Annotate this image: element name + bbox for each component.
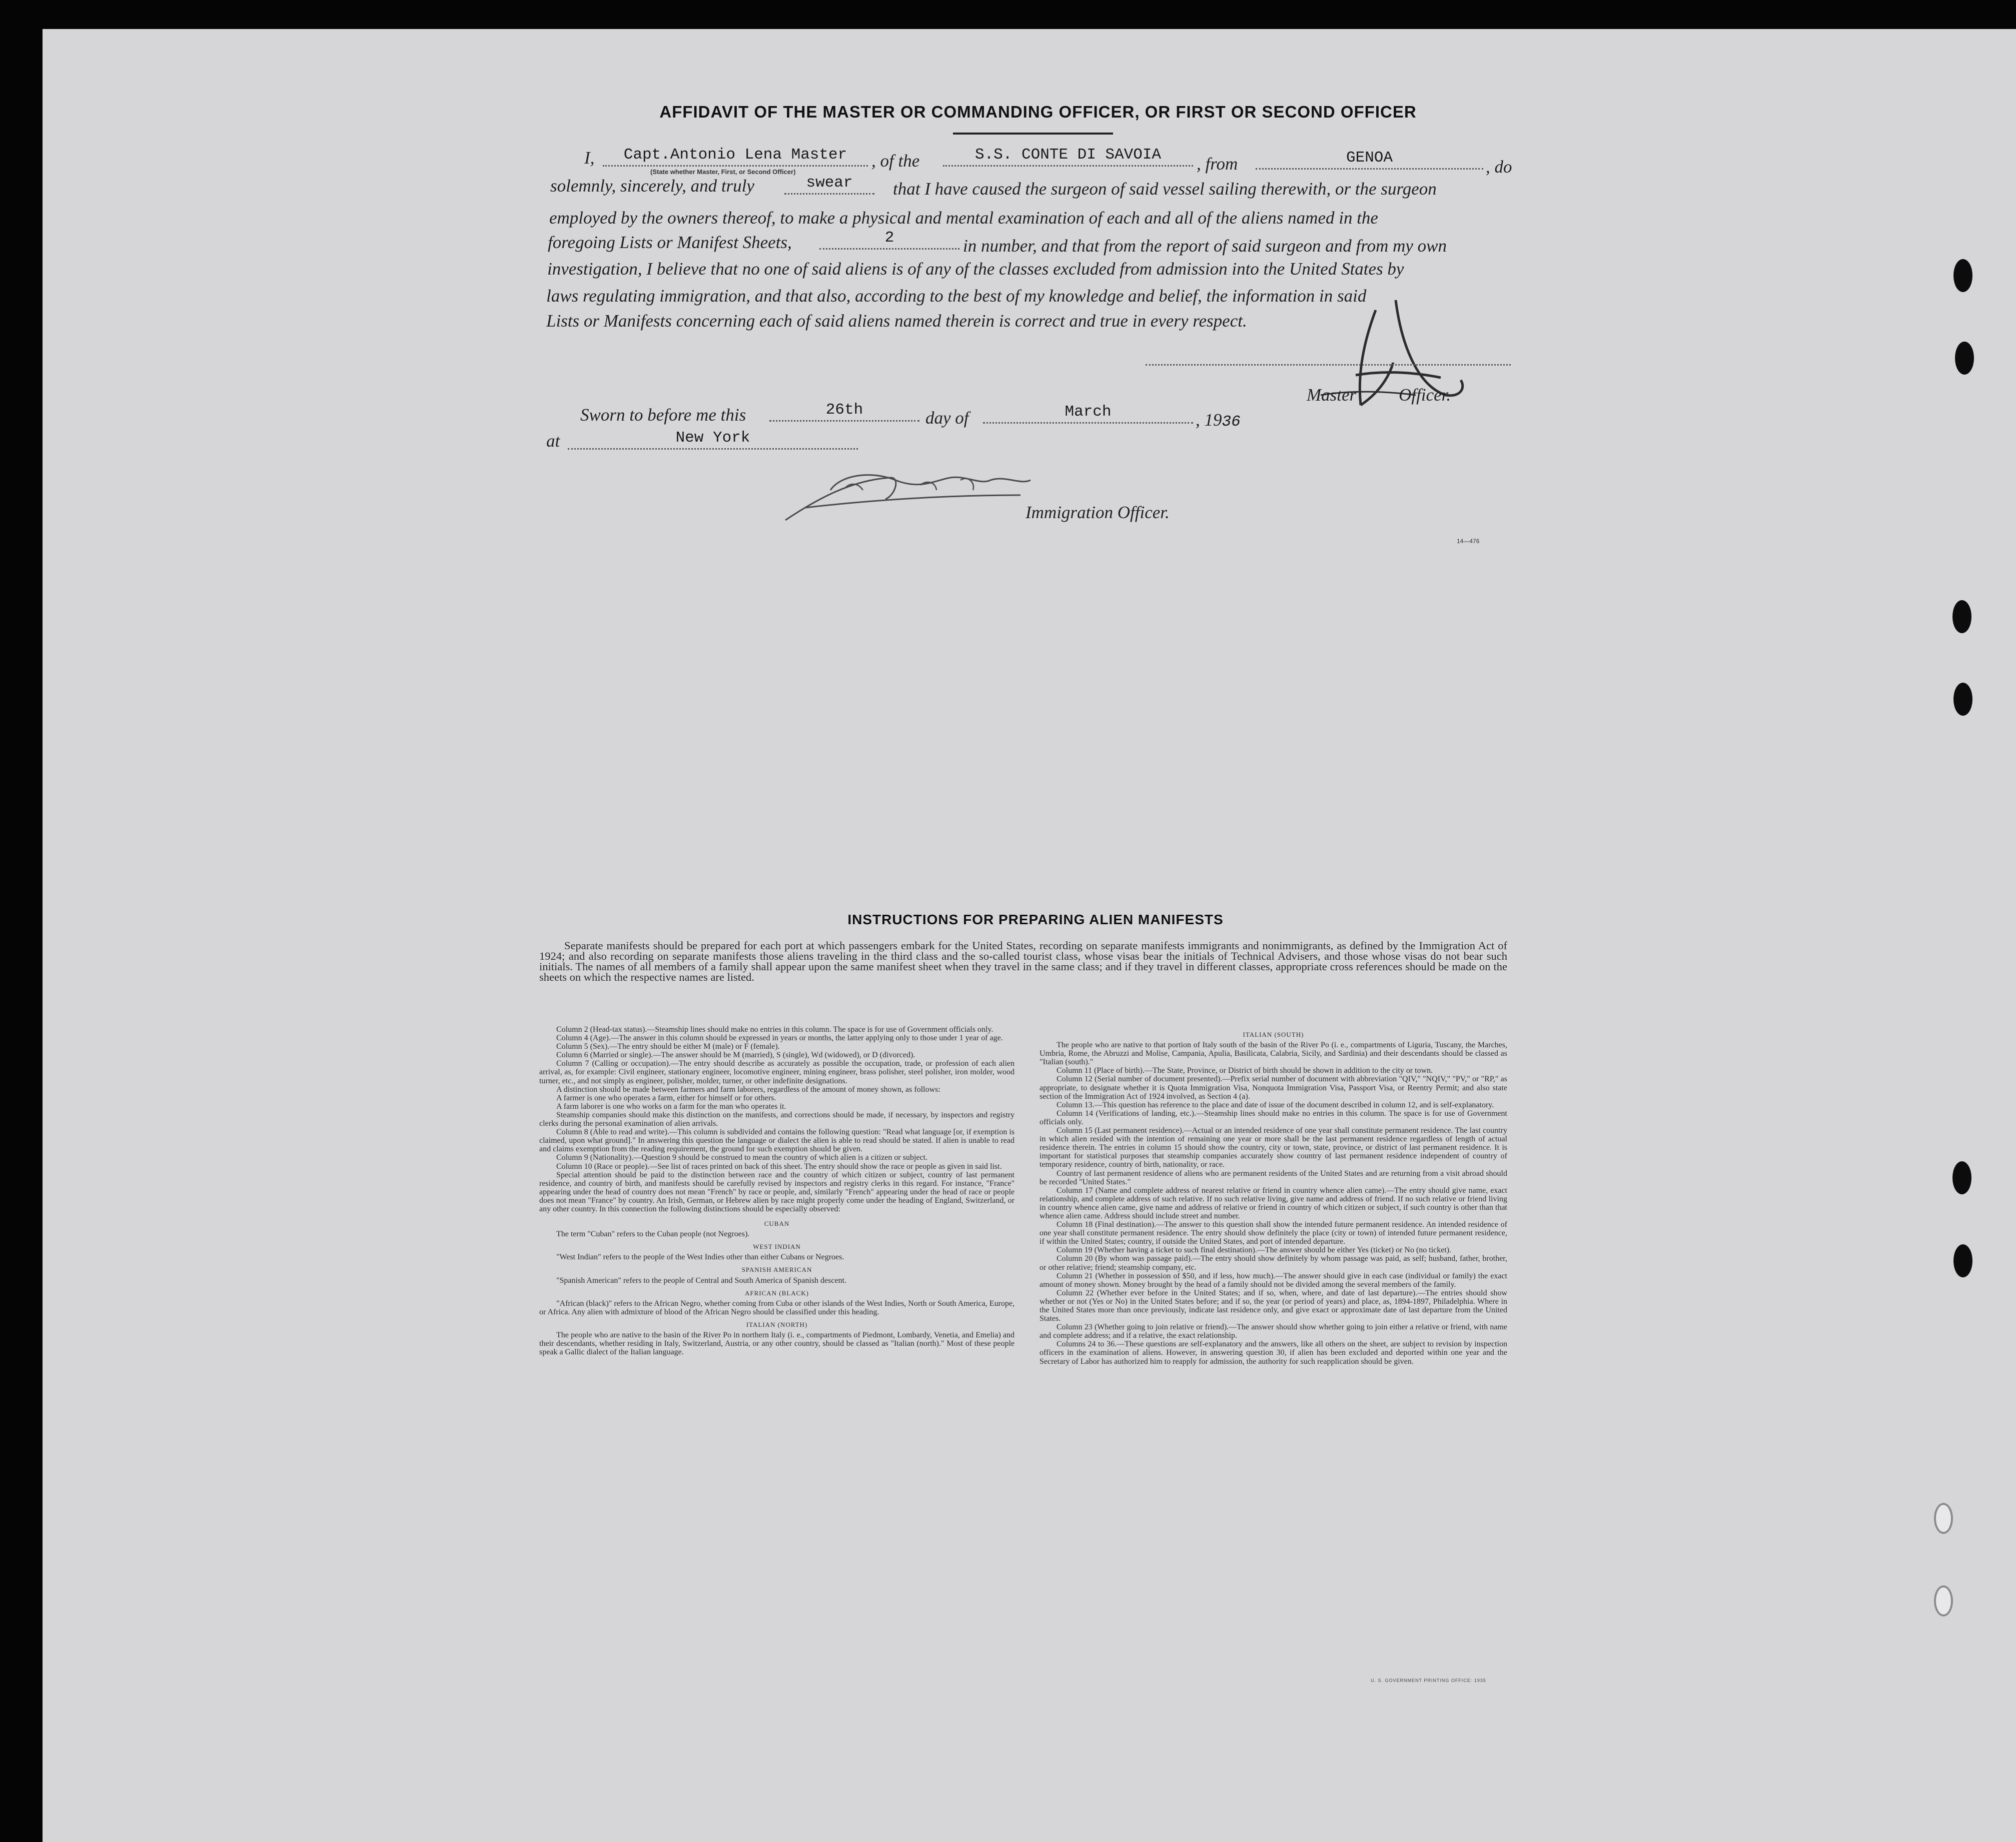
instruction-paragraph: Column 9 (Nationality).—Question 9 should be construed to mean the country of which alien is a citizen or subject.: [556, 1153, 928, 1162]
instruction-paragraph: Column 7 (Calling or occupation).—The entry should describe as accurately as possible the occupation, trade, or profession of each alien arrival, as, for example: Civil engineer, stationary engineer, locomotive engineer, mining engineer, brass polisher, steel polisher, iron molder, wood turner, etc., and not simply as engineer, polisher, molder, turner, or other indefinite designations.: [539, 1059, 1015, 1085]
instruction-paragraph: Column 20 (By whom was passage paid).—The entry should show definitely by whom passage was paid, as self; husband, father, brother, or other relative; friend; steamship company, etc.: [1040, 1254, 1507, 1272]
affidavit-line6: laws regulating immigration, and that also, according to the best of my knowledge and belief, the information in said: [546, 286, 1367, 306]
binder-hole: [1952, 1161, 1971, 1194]
binder-hole: [1952, 600, 1971, 633]
instruction-paragraph: "Spanish American" refers to the people of Central and South America of Spanish descent.: [556, 1276, 847, 1285]
title-divider: [953, 133, 1113, 135]
affidavit-line4-prefix: foregoing Lists or Manifest Sheets,: [548, 233, 792, 252]
signature-caption: Master Officer.: [1307, 385, 1451, 405]
instruction-paragraph: Column 22 (Whether ever before in the United States; and if so, when, where, and date of last departure).—The entries should show whether or not (Yes or No) in the United States before; and if so, the year (or period of years) and place, as, 1894-1897, Philadelphia. Where in the United States more than once previously, indicate last residence only, and give exact or approximate date of last departure from the United States.: [1040, 1288, 1507, 1323]
affidavit-title: AFFIDAVIT OF THE MASTER OR COMMANDING OFFICER, OR FIRST OR SECOND OFFICER: [659, 103, 1417, 121]
section-heading-cuban: CUBAN: [764, 1220, 790, 1228]
section-heading-west-indian: WEST INDIAN: [753, 1243, 801, 1251]
instruction-paragraph: Column 12 (Serial number of document presented).—Prefix serial number of document with abbreviation "QIV," "NQIV," "PV," or "RP," as appropriate, to designate whether it is Quota Immigration Visa, Nonquota Immigration Visa, Passport Visa, or Reentry Permit; and also state section of the Immigration Act of 1924 involved, as Section 4 (a).: [1040, 1075, 1507, 1101]
binder-hole: [1953, 1244, 1972, 1277]
instruction-paragraph: Columns 24 to 36.—These questions are self-explanatory and the answers, like all others on the sheet, are subject to revision by inspection officers in the examination of aliens. However, in answering question 30, if alien has been excluded and deported within one year and the Secretary of Labor has authorized him to reapply for admission, the authority for such reapplication should be given.: [1040, 1340, 1507, 1366]
sworn-place-field: New York: [568, 428, 858, 450]
port-field: GENOA: [1256, 148, 1483, 170]
instruction-paragraph: A farm laborer is one who works on a farm for the man who operates it.: [556, 1102, 786, 1111]
from-label: , from: [1197, 154, 1238, 174]
binder-hole: [1953, 683, 1972, 716]
day-of-label: day of: [925, 408, 969, 428]
binder-hole: [1955, 342, 1974, 375]
instruction-paragraph: A farmer is one who operates a farm, either for himself or for others.: [556, 1093, 776, 1102]
instruction-paragraph: "West Indian" refers to the people of the West Indies other than either Cubans or Negroes.: [556, 1253, 844, 1262]
instruction-paragraph: Column 18 (Final destination).—The answer to this question shall show the intended future permanent residence. An intended residence of one year shall constitute permanent residence. The entry should show definitely the place (city or town) of intended future permanent residence, if within the United States; country, if outside the United States, and port of intended departure.: [1040, 1220, 1507, 1246]
instructions-title: INSTRUCTIONS FOR PREPARING ALIEN MANIFESTS: [847, 912, 1224, 927]
section-heading-african: AFRICAN (BLACK): [744, 1289, 809, 1297]
sworn-month-field: March: [983, 402, 1193, 424]
affidavit-line2-prefix: solemnly, sincerely, and truly: [550, 176, 754, 196]
instruction-paragraph: Column 23 (Whether going to join relative or friend).—The answer should show whether going to join either a relative or friend, with name and complete address; and if a relative, the exact relationship.: [1040, 1323, 1507, 1340]
instruction-paragraph: Column 4 (Age).—The answer in this column should be expressed in years or months, the latter applying only to those under 1 year of age.: [556, 1034, 1003, 1043]
officer-name-field: Capt.Antonio Lena Master: [603, 145, 868, 167]
instruction-paragraph: Column 8 (Able to read and write).—This column is subdivided and contains the following question: "Read what language [or, if exemption is claimed, upon what ground]." In answering this question the language or dialect the alien is able to read should be stated. If alien is unable to read and claims exemption from the reading requirement, the ground for such exemption should be given.: [539, 1128, 1015, 1154]
affidavit-line4-suffix: in number, and that from the report of said surgeon and from my own: [963, 236, 1447, 256]
officer-note: (State whether Master, First, or Second Officer): [650, 168, 796, 176]
section-heading-spanish-american: SPANISH AMERICAN: [741, 1266, 812, 1274]
of-the-label: , of the: [871, 151, 920, 171]
affidavit-line3: employed by the owners thereof, to make a physical and mental examination of each and all of the aliens named in the: [549, 208, 1378, 228]
instructions-left-column: [539, 1025, 1015, 1356]
section-heading-italian-north: ITALIAN (NORTH): [746, 1320, 808, 1328]
instruction-paragraph: Special attention should be paid to the distinction between race and the country of which citizen or subject, country of last permanent residence, and country of birth, and manifests should be carefully revised by inspectors and registry clerks in this regard. For instance, "France" appearing under the head of country does not mean "French" by race or people, and, similarly "French" appearing under the head of race or people does not mean "France" by country. An Irish, German, or Hebrew alien by race might properly come under the heading of England, Switzerland, or any other country. In this connection the following distinctions should be especially observed:: [539, 1170, 1015, 1213]
affidavit-line2-suffix: that I have caused the surgeon of said vessel sailing therewith, or the surgeon: [893, 179, 1437, 199]
binder-hole: [1934, 1503, 1953, 1534]
instruction-paragraph: Column 10 (Race or people).—See list of races printed on back of this sheet. The entry should show the race or people as given in said list.: [556, 1162, 1002, 1171]
instruction-paragraph: Column 14 (Verifications of landing, etc.).—Steamship lines should make no entries in this column. The space is for use of Government officials only.: [1040, 1109, 1507, 1126]
instructions-right-column: [1040, 1030, 1507, 1366]
printer-note: U. S. GOVERNMENT PRINTING OFFICE: 1935: [1371, 1678, 1486, 1683]
instruction-paragraph: The people who are native to the basin of the River Po in northern Italy (i. e., compartments of Piedmont, Lombardy, Venetia, and Emelia) and their descendants, whether residing in Italy, Switzerland, Austria, or any other country, should be classed as "Italian (north)." Most of these people speak a Gallic dialect of the Italian language.: [539, 1331, 1015, 1357]
instruction-paragraph: Country of last permanent residence of aliens who are permanent residents of the United States and are returning from a visit abroad should be recorded "United States.": [1040, 1169, 1507, 1186]
year-field: , 1936: [1196, 410, 1241, 431]
instruction-paragraph: Steamship companies should make this distinction on the manifests, and corrections should be made, if necessary, by inspectors and registry clerks during the personal examination of alien arrivals.: [539, 1110, 1015, 1128]
affidavit-line1-prefix: I,: [584, 148, 595, 168]
binder-hole: [1934, 1585, 1953, 1616]
instruction-paragraph: "African (black)" refers to the African Negro, whether coming from Cuba or other islands of the West Indies, North or South America, Europe, or Africa. Any alien with admixture of blood of the African Negro should be classified under this heading.: [539, 1299, 1015, 1316]
instructions-intro: Separate manifests should be prepared for each port at which passengers embark for the United States, recording on separate manifests immigrants and nonimmigrants, as defined by the Immigration Act of 1924; and also recording on separate manifests those aliens traveling in the third class and the so-called tourist class, whose visas bear the initials of Technical Advisers, and those whose visas do not bear such initials. The names of all members of a family shall appear upon the same manifest sheet when they travel in the same class; and if they travel in different classes, appropriate cross references should be made on the sheets on which the respective names are listed.: [539, 939, 1507, 983]
instruction-paragraph: Column 13.—This question has reference to the place and date of issue of the document described in column 12, and is self-explanatory.: [1057, 1100, 1494, 1109]
form-code: 14—476: [1457, 538, 1480, 545]
affidavit-line7: Lists or Manifests concerning each of said aliens named therein is correct and true in every respect.: [546, 311, 1247, 331]
at-label: at: [546, 431, 560, 451]
instruction-paragraph: Column 11 (Place of birth).—The State, Province, or District of birth should be shown in addition to the city or town.: [1057, 1066, 1433, 1075]
do-label: , do: [1486, 157, 1512, 177]
instruction-paragraph: Column 19 (Whether having a ticket to such final destination).—The answer should be either Yes (ticket) or No (no ticket).: [1057, 1246, 1452, 1255]
sworn-day-field: 26th: [769, 400, 919, 422]
instruction-paragraph: Column 5 (Sex).—The entry should be either M (male) or F (female).: [556, 1042, 780, 1051]
oath-field: swear: [784, 173, 874, 195]
immigration-officer-caption: Immigration Officer.: [1026, 503, 1170, 522]
instruction-paragraph: Column 21 (Whether in possession of $50, and if less, how much).—The answer should give in each case (individual or family) the exact amount of money shown. Money brought by the head of a family should not be divided among the several members of the family.: [1040, 1271, 1507, 1289]
instruction-paragraph: The term "Cuban" refers to the Cuban people (not Negroes).: [556, 1230, 750, 1239]
affidavit-line5: investigation, I believe that no one of said aliens is of any of the classes excluded from admission into the United States by: [547, 259, 1404, 279]
instruction-paragraph: Column 6 (Married or single).—The answer should be M (married), S (single), Wd (widowed), or D (divorced).: [556, 1051, 915, 1060]
instruction-paragraph: Column 15 (Last permanent residence).—Actual or an intended residence of one year shall constitute permanent residence. The last country in which alien resided with the intention of remaining one year or more shall be the last permanent residence regardless of length of actual residence therein. The entries in column 15 should show the country, city or town, state, province, or district of last permanent residence. It is important for statistical purposes that steamship companies accurately show country of last permanent residence independent of country of temporary residence, country of birth, nationality, or race.: [1040, 1126, 1507, 1169]
sheet-count-field: 2: [819, 228, 959, 250]
instruction-paragraph: The people who are native to that portion of Italy south of the basin of the River Po (i. e., compartments of Liguria, Tuscany, the Marches, Umbria, Rome, the Abruzzi and Molise, Campania, Apulia, Basilicata, Calabria, Sicily, and Sardinia) and their descendants should be classed as "Italian (south).": [1040, 1041, 1507, 1067]
section-heading-italian-south: ITALIAN (SOUTH): [1243, 1031, 1304, 1038]
binder-hole: [1953, 259, 1972, 292]
instruction-paragraph: Column 17 (Name and complete address of nearest relative or friend in country whence alien came).—The entry should give name, exact relationship, and complete address of such relative. If no such relative living, give name and address of friend. If no such relative or friend living in country whence alien came, give name and address of relative or friend in country of which citizen or subject, if such country is other than that whence alien came. Address should include street and number.: [1040, 1186, 1507, 1220]
instruction-paragraph: A distinction should be made between farmers and farm laborers, regardless of the amount of money shown, as follows:: [556, 1085, 940, 1094]
signature-line: [1146, 364, 1511, 366]
sworn-prefix: Sworn to before me this: [580, 405, 746, 425]
vessel-field: S.S. CONTE DI SAVOIA: [943, 145, 1193, 167]
instruction-paragraph: Column 2 (Head-tax status).—Steamship lines should make no entries in this column. The space is for use of Government officials only.: [556, 1025, 993, 1034]
